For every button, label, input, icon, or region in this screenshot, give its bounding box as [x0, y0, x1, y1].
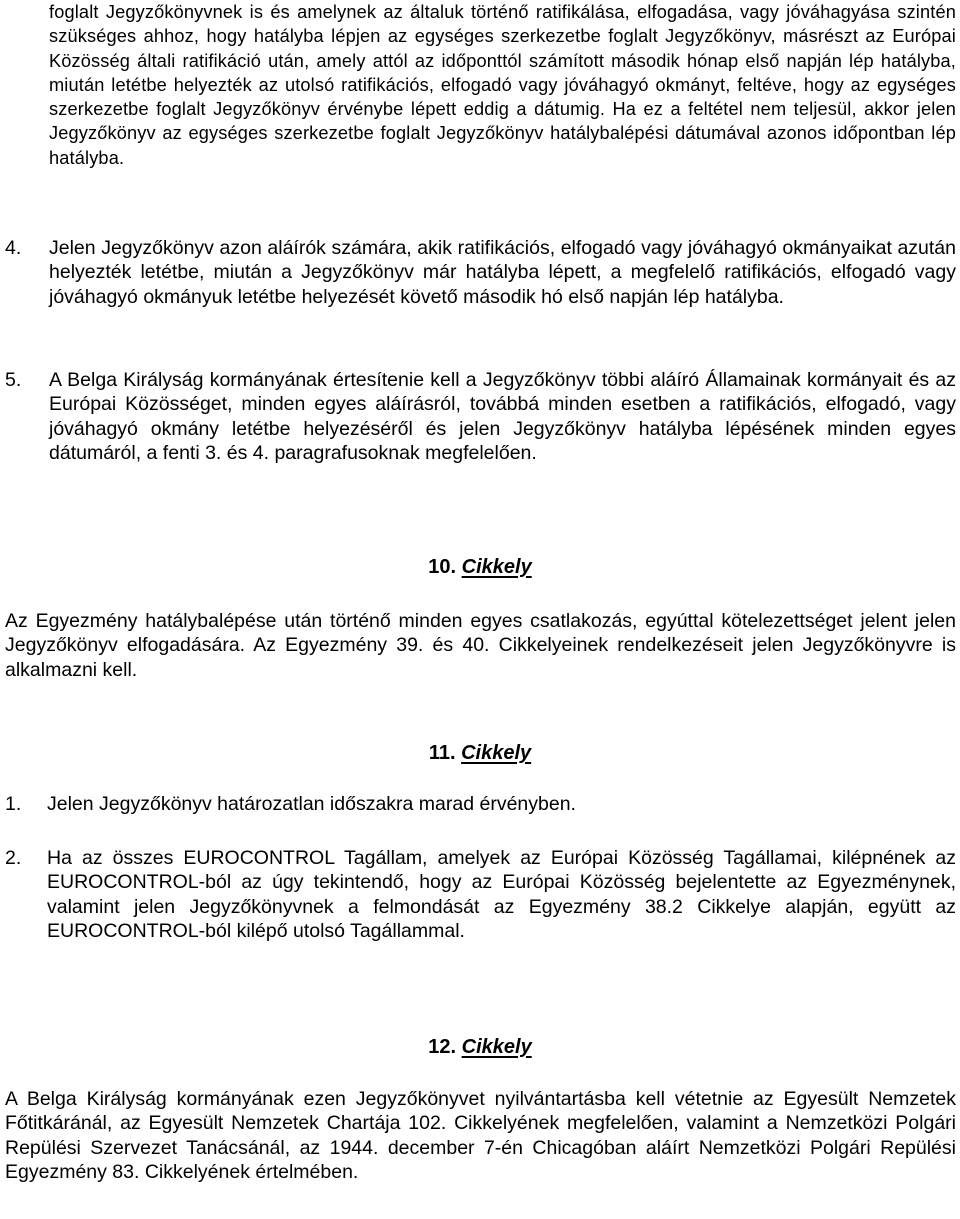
article-12-paragraph: A Belga Királyság kormányának ezen Jegyzőkönyvet nyilvántartásba kell vétetnie az Egyesült Nemzetek Főtitkáránál, az Egyesült Nemzetek Chartája 102. Cikkelyének megfelelően, valamint a Nemzetközi Polgári Repülési Szervezet Tanácsánál, az 1944. december 7-én Chicagóban aláírt Nemzetközi Polgári Repülési Egyezmény 83. Cikkelyének értelmében.	[5, 1088, 956, 1183]
article-label: Cikkely	[461, 1036, 532, 1058]
article-10-paragraph: Az Egyezmény hatálybalépése után történő minden egyes csatlakozás, egyúttal kötelezettséget jelent jelen Jegyzőkönyv elfogadására. Az Egyezmény 39. és 40. Cikkelyeinek rendelkezéseit jelen Jegyzőkönyvre is alkalmazni kell.	[5, 610, 956, 681]
list-item-text: Jelen Jegyzőkönyv határozatlan időszakra marad érvényben.	[47, 793, 576, 815]
list-item-text: A Belga Királyság kormányának értesítenie kell a Jegyzőkönyv többi aláíró Államainak kormányait és az Európai Közösséget, minden egyes aláírásról, továbbá minden esetben a ratifikációs, elfogadó, vagy jóváhagyó okmány letétbe helyezéséről és jelen Jegyzőkönyv hatályba lépésének minden egyes dátumáról, a fenti 3. és 4. paragrafusoknak megfelelően.	[49, 369, 956, 464]
article-number: 12.	[428, 1036, 457, 1058]
article-10-heading	[0, 555, 960, 579]
list-marker: 5.	[5, 369, 22, 391]
article-label: Cikkely	[461, 742, 532, 764]
article-12-heading	[0, 1035, 960, 1059]
article-11-heading	[0, 741, 960, 765]
list-marker: 2.	[5, 847, 22, 869]
list-marker: 1.	[5, 793, 22, 815]
article-label: Cikkely	[461, 556, 532, 578]
intro-paragraph: foglalt Jegyzőkönyvnek is és amelynek az általuk történő ratifikálása, elfogadása, vagy jóváhagyása szintén szükséges ahhoz, hogy hatályba lépjen az egységes szerkezetbe foglalt Jegyzőkönyv, másrészt az Európai Közösség általi ratifikáció után, amely attól az időponttól számított második hónap első napján lép hatályba, miután letétbe helyezték az utolsó ratifikációs, elfogadó vagy jóváhagyó okmányt, feltéve, hogy az egységes szerkezetbe foglalt Jegyzőkönyv érvénybe lépett eddig a dátumig. Ha ez a feltétel nem teljesül, akkor jelen Jegyzőkönyv az egységes szerkezetbe foglalt Jegyzőkönyv hatálybalépési dátumával azonos időpontban lép hatályba.	[49, 2, 956, 168]
article-number: 10.	[428, 556, 457, 578]
list-item-text: Jelen Jegyzőkönyv azon aláírók számára, akik ratifikációs, elfogadó vagy jóváhagyó okmányaikat azután helyezték letétbe, miután a Jegyzőkönyv már hatályba lépett, a megfelelő ratifikációs, elfogadó vagy jóváhagyó okmányuk letétbe helyezését követő második hó első napján lép hatályba.	[49, 237, 956, 308]
list-item-text: Ha az összes EUROCONTROL Tagállam, amelyek az Európai Közösség Tagállamai, kilépnének az EUROCONTROL-ból az úgy tekintendő, hogy az Európai Közösség bejelentette az Egyezménynek, valamint jelen Jegyzőkönyvnek a felmondását az Egyezmény 38.2 Cikkelye alapján, együtt az EUROCONTROL-ból kilépő utolsó Tagállammal.	[47, 847, 956, 942]
list-marker: 4.	[5, 237, 22, 259]
article-number: 11.	[428, 742, 456, 764]
